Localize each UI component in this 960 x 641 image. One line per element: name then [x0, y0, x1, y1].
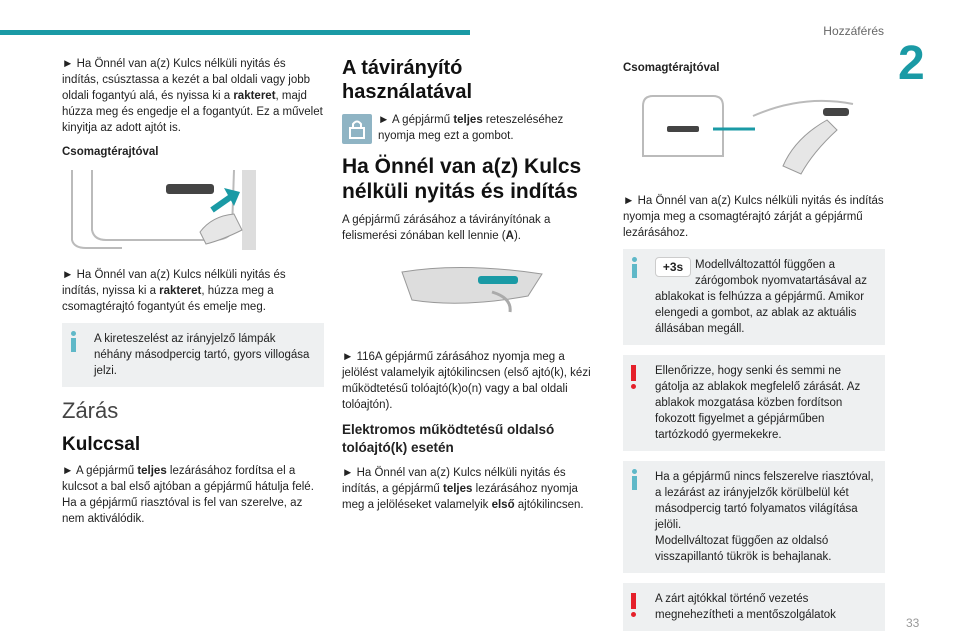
text: ► Ha Önnél van a(z) Kulcs nélküli nyitás és indítás, csúsztassa a kezét a bal oldali vagy jobb oldali fogantyú alá, és nyissa ki a [62, 58, 311, 102]
column-right [623, 56, 885, 641]
text: ► A gépjármű [378, 114, 454, 126]
heading-locking: Zárás [62, 398, 119, 423]
chapter-number: 2 [898, 37, 925, 90]
info-text: Modellváltozattól függően a zárógombok nyomvatartásával az ablakokat is felhúzza a gépjármű. Amikor elengedi a gombot, az ablak az aktuális állásában megáll. [655, 259, 867, 335]
text: ajtókilincsen. [514, 499, 584, 511]
info-content [655, 257, 877, 337]
info-content [655, 469, 877, 565]
tailgate-handle-illustration [62, 170, 262, 250]
warning-icon [631, 593, 637, 617]
text: reteszeléséhez nyomja meg ezt a gombot. [378, 114, 564, 142]
text: , majd húzza meg és engedje el a fogantyút. Ez a művelet kinyitja az adott ajtót is. [62, 90, 323, 134]
info-icon [629, 257, 643, 279]
heading-keyless: Ha Önnél van a(z) Kulcs nélküli nyitás és indítás [342, 155, 582, 203]
bold-text: teljes [453, 114, 483, 126]
text: A gépjármű zárásához a távirányítónak a felismerési zónában kell lennie ( [342, 214, 551, 242]
text: ). [513, 230, 521, 242]
bold-text: rakteret [233, 90, 276, 102]
heading-remote: A távirányító használatával [342, 57, 473, 103]
warning-text: Ellenőrizze, hogy senki és semmi ne gátolja az ablakok megfelelő zárását. Az ablakok mozgatása közben fordítson fokozott figyelmet a gépjárműben tartózkodó gyermekekre. [655, 365, 861, 441]
bold-text: első [491, 499, 515, 511]
info-text: Ha a gépjármű nincs felszerelve riasztóval, a lezárást az irányjelzők körülbelül két másodpercig tartó folyamatos világítása jelöli. [655, 471, 874, 531]
text: ► Ha Önnél van a(z) Kulcs nélküli nyitás és indítás, nyissa ki a [62, 269, 286, 297]
subheading-tailgate: Csomagtérajtóval [623, 62, 720, 74]
paragraph [62, 267, 324, 315]
paragraph: ► Ha Önnél van a(z) Kulcs nélküli nyitás és indítás nyomja meg a csomagtérajtó zárját a gépjármű lezárásához. [623, 195, 884, 239]
paragraph [342, 212, 598, 244]
warning-text: A zárt ajtókkal történő vezetés megnehezítheti a mentőszolgálatok [655, 593, 836, 621]
text: Ha a gépjármű riasztóval is fel van szerelve, az nem aktiválódik. [62, 497, 303, 525]
info-icon [68, 331, 82, 353]
info-text: Modellváltozat függően az oldalsó visszapillantó tükrök is behajlanak. [655, 535, 832, 563]
info-box [623, 249, 885, 345]
column-left [62, 56, 324, 535]
heading-with-key: Kulccsal [62, 434, 141, 455]
lock-icon [342, 114, 372, 144]
lock-instruction [342, 112, 598, 144]
tailgate-lock-illustration [623, 86, 873, 176]
timer-3s-icon: +3s [655, 257, 691, 277]
page-number: 33 [906, 616, 920, 630]
door-handle-illustration [342, 252, 598, 332]
paragraph [342, 465, 598, 513]
column-middle [342, 56, 598, 521]
paragraph [62, 463, 324, 527]
text: lezárásához nyomja meg a jelöléseket valamelyik [342, 483, 578, 511]
warning-icon [631, 365, 637, 389]
text: lezárásához fordítsa el a kulcsot a bal első ajtóban a gépjármű hátulja felé. [62, 465, 314, 493]
bold-text: teljes [443, 483, 473, 495]
header-accent-bar [0, 30, 470, 35]
warning-box [623, 583, 885, 631]
text: ► Ha Önnél van a(z) Kulcs nélküli nyitás és indítás, a gépjármű [342, 467, 566, 495]
paragraph: ► 116A gépjármű zárásához nyomja meg a jelölést valamelyik ajtókilincsen (első ajtó(k), kézi működtetésű tolóajtó(k)o(n) vagy a bal oldali tolóajtón). [342, 351, 591, 411]
text: , húzza meg a csomagtérajtó fogantyút és emelje meg. [62, 285, 274, 313]
paragraph [62, 56, 324, 136]
heading-electric-door: Elektromos működtetésű oldalsó tolóajtó(k) esetén [342, 422, 555, 455]
subheading-tailgate: Csomagtérajtóval [62, 146, 159, 158]
text: ► A gépjármű [62, 465, 138, 477]
section-title: Hozzáférés [823, 24, 884, 38]
bold-text: teljes [137, 465, 167, 477]
bold-text: A [505, 230, 514, 242]
info-box [62, 323, 324, 387]
info-icon [629, 469, 643, 491]
info-text: A kireteszelést az irányjelző lámpák néhány másodpercig tartó, gyors villogása jelzi. [94, 333, 310, 377]
warning-box [623, 355, 885, 451]
bold-text: rakteret [159, 285, 202, 297]
info-box [623, 461, 885, 573]
